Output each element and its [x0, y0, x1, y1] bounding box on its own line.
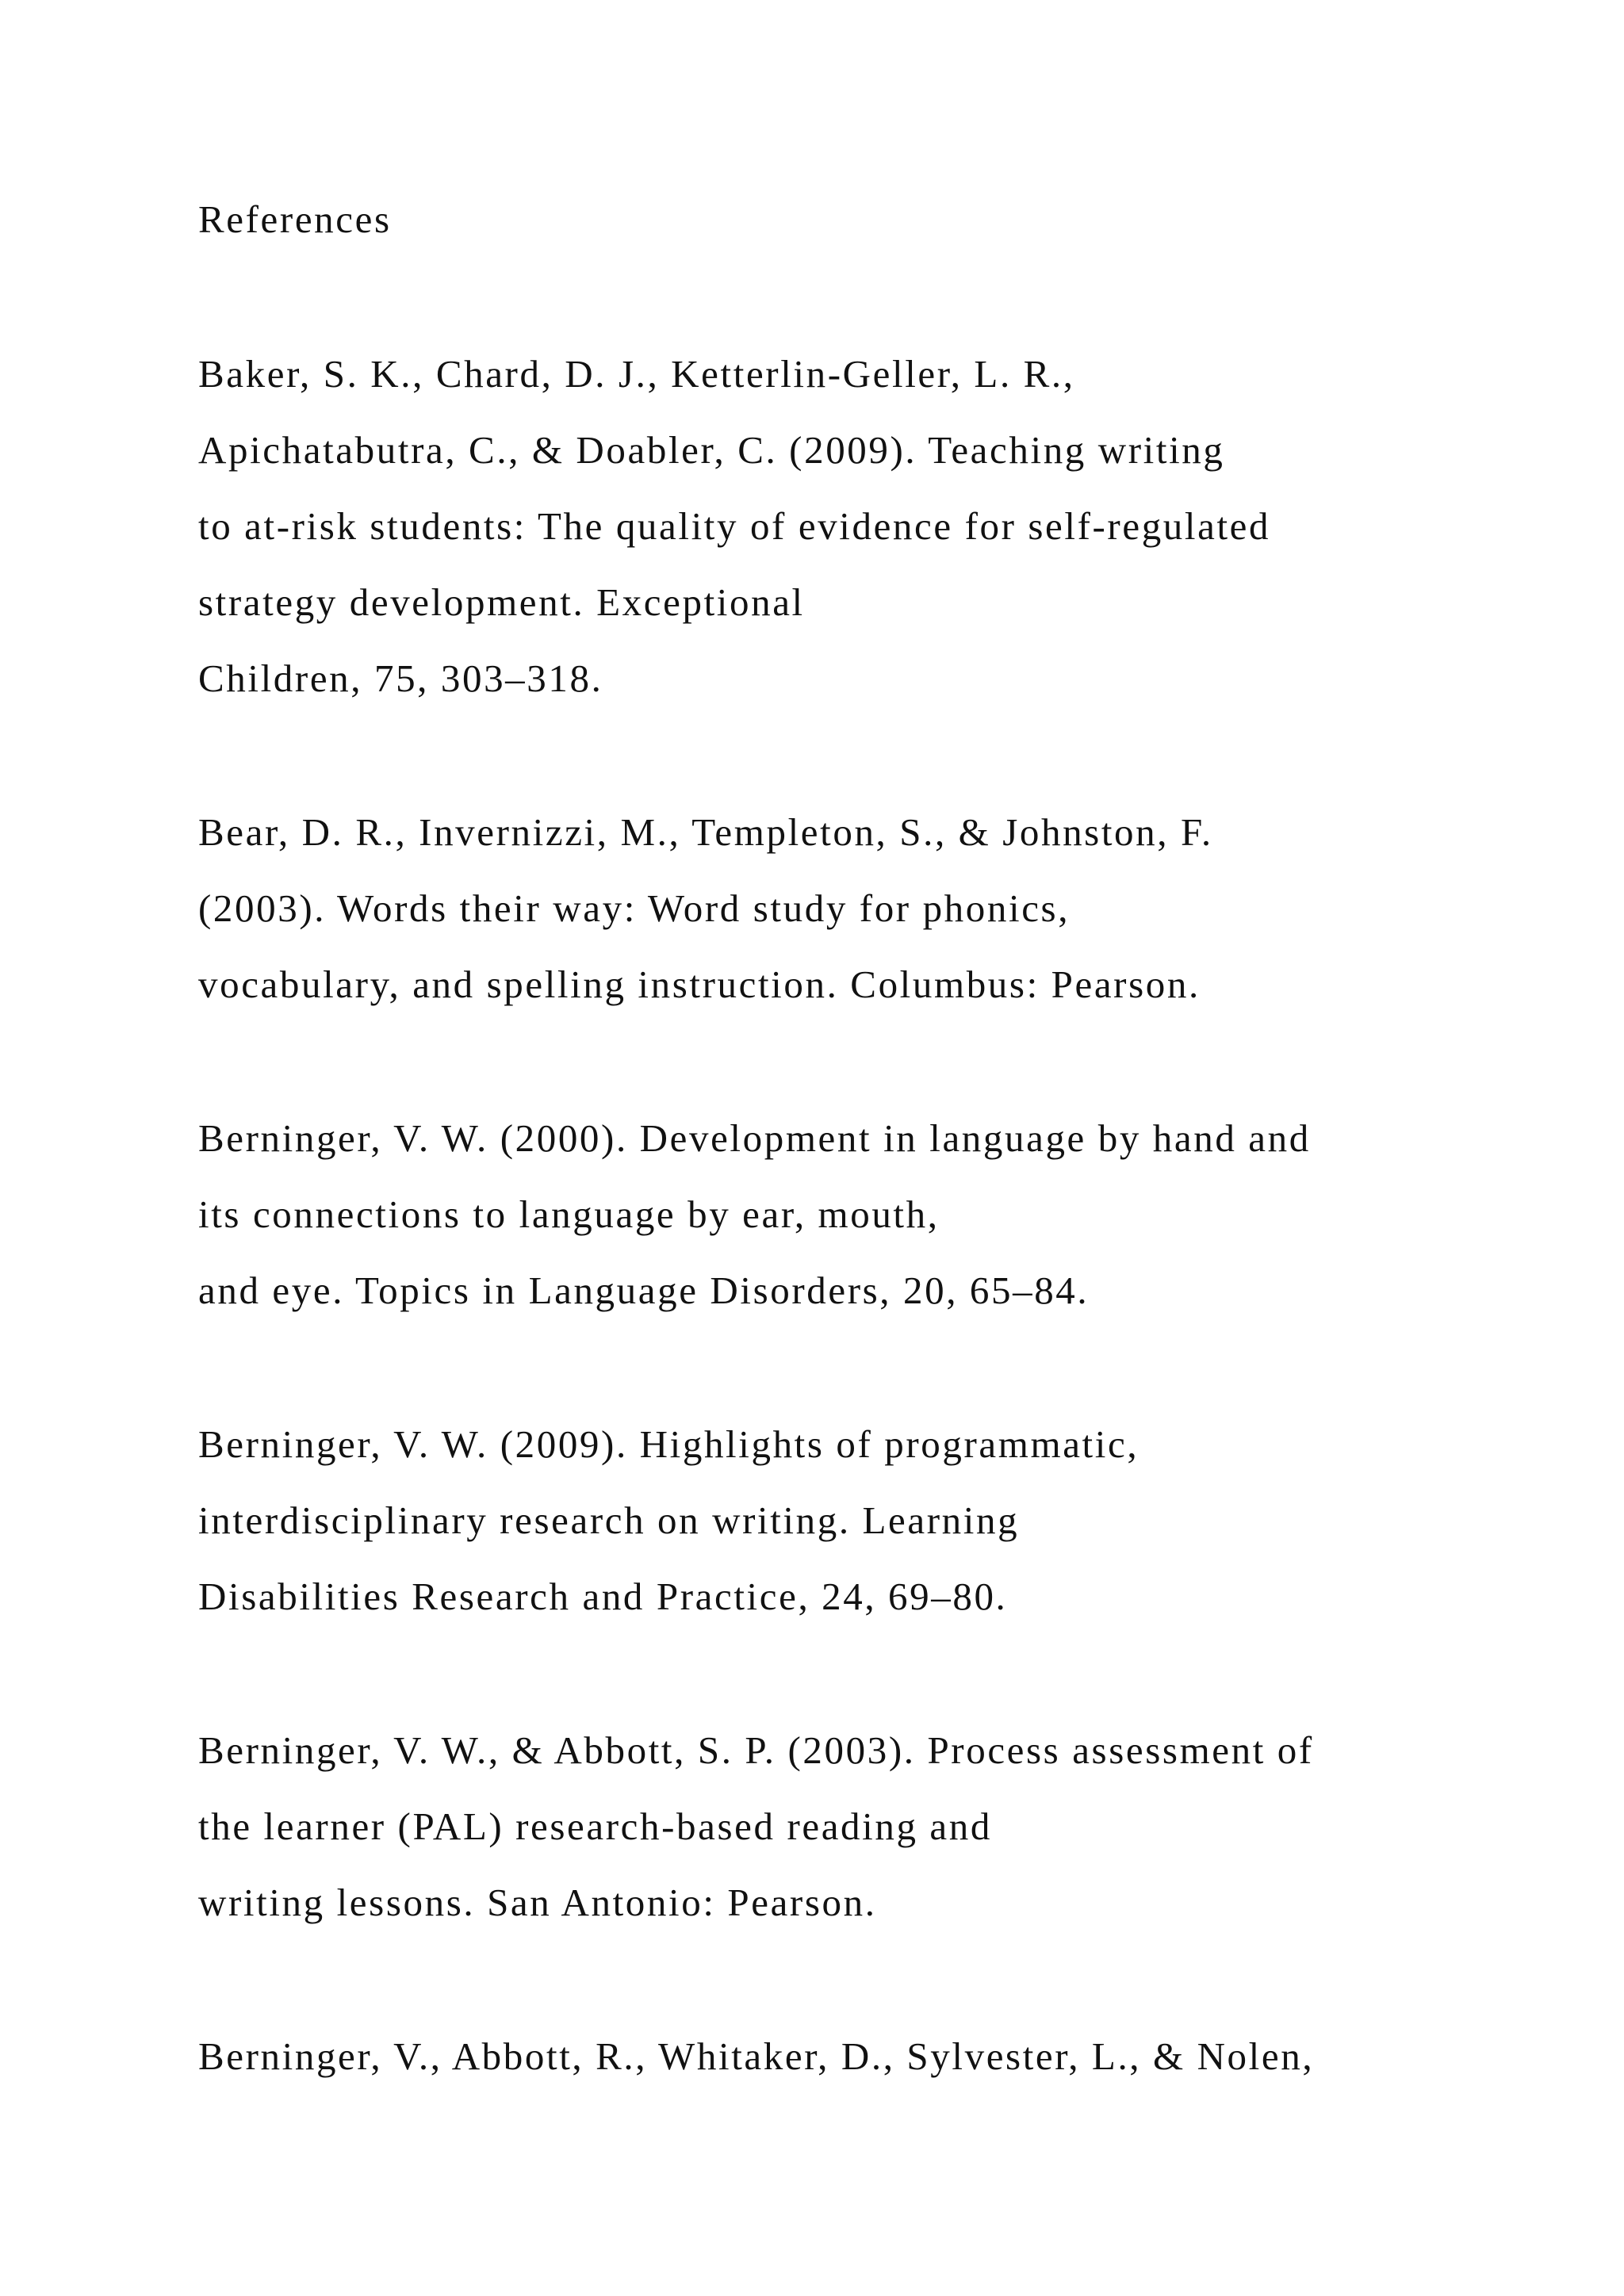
reference-line: Bear, D. R., Invernizzi, M., Templeton, S., & Johnston, F.	[198, 810, 1213, 854]
reference-line: vocabulary, and spelling instruction. Columbus: Pearson.	[198, 962, 1201, 1006]
reference-line: Baker, S. K., Chard, D. J., Ketterlin-Geller, L. R.,	[198, 352, 1075, 396]
reference-line: Berninger, V. W. (2000). Development in language by hand and	[198, 1116, 1311, 1160]
reference-line: and eye. Topics in Language Disorders, 20, 65–84.	[198, 1269, 1090, 1312]
reference-line: the learner (PAL) research-based reading and	[198, 1804, 992, 1848]
reference-line: Children, 75, 303–318.	[198, 656, 603, 700]
references-heading: References	[198, 197, 392, 241]
reference-line: its connections to language by ear, mouth,	[198, 1192, 940, 1236]
reference-line: Disabilities Research and Practice, 24, 69–80.	[198, 1575, 1008, 1618]
reference-line: Berninger, V. W. (2009). Highlights of programmatic,	[198, 1422, 1139, 1466]
reference-line: writing lessons. San Antonio: Pearson.	[198, 1881, 877, 1924]
reference-line: interdisciplinary research on writing. Learning	[198, 1498, 1020, 1542]
reference-line: Berninger, V. W., & Abbott, S. P. (2003). Process assessment of	[198, 1728, 1314, 1772]
reference-line: Apichatabutra, C., & Doabler, C. (2009). Teaching writing	[198, 428, 1225, 472]
reference-line: strategy development. Exceptional	[198, 580, 805, 624]
reference-line: to at-risk students: The quality of evidence for self-regulated	[198, 504, 1271, 548]
reference-line: (2003). Words their way: Word study for phonics,	[198, 886, 1071, 930]
reference-line: Berninger, V., Abbott, R., Whitaker, D., Sylvester, L., & Nolen,	[198, 2034, 1315, 2078]
